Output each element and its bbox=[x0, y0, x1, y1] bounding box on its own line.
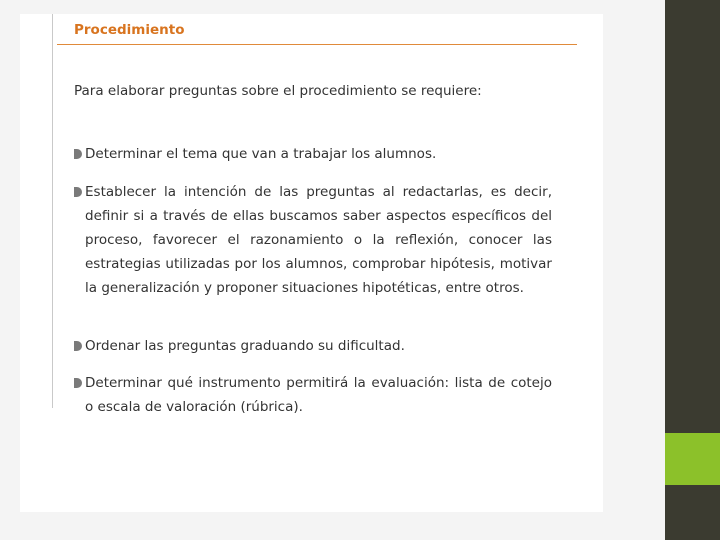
document-image bbox=[52, 14, 577, 415]
side-accent-block bbox=[665, 433, 720, 485]
half-round-bullet-icon bbox=[74, 149, 82, 159]
intro-paragraph: Para elaborar preguntas sobre el procedimiento se requiere: bbox=[74, 83, 482, 99]
half-round-bullet-icon bbox=[74, 187, 82, 197]
half-round-bullet-icon bbox=[74, 341, 82, 351]
bullet-text: Determinar el tema que van a trabajar los alumnos. bbox=[85, 146, 437, 162]
bullet-text: Establecer la intención de las preguntas al redactarlas, es decir, definir si a través de ellas buscamos saber aspectos específicos del proceso, favorecer el razonamiento o la reflexión, conocer las estrategias utilizadas por los alumnos, comprobar hipótesis, motivar la generalización y proponer situaciones hipotéticas, entre otros. bbox=[85, 184, 552, 296]
half-round-bullet-icon bbox=[74, 378, 82, 388]
title-divider bbox=[57, 44, 577, 45]
bullet-text: Ordenar las preguntas graduando su dificultad. bbox=[85, 338, 405, 354]
section-title: Procedimiento bbox=[74, 22, 185, 38]
bullet-text: Determinar qué instrumento permitirá la evaluación: lista de cotejo o escala de valoración (rúbrica). bbox=[85, 375, 552, 415]
